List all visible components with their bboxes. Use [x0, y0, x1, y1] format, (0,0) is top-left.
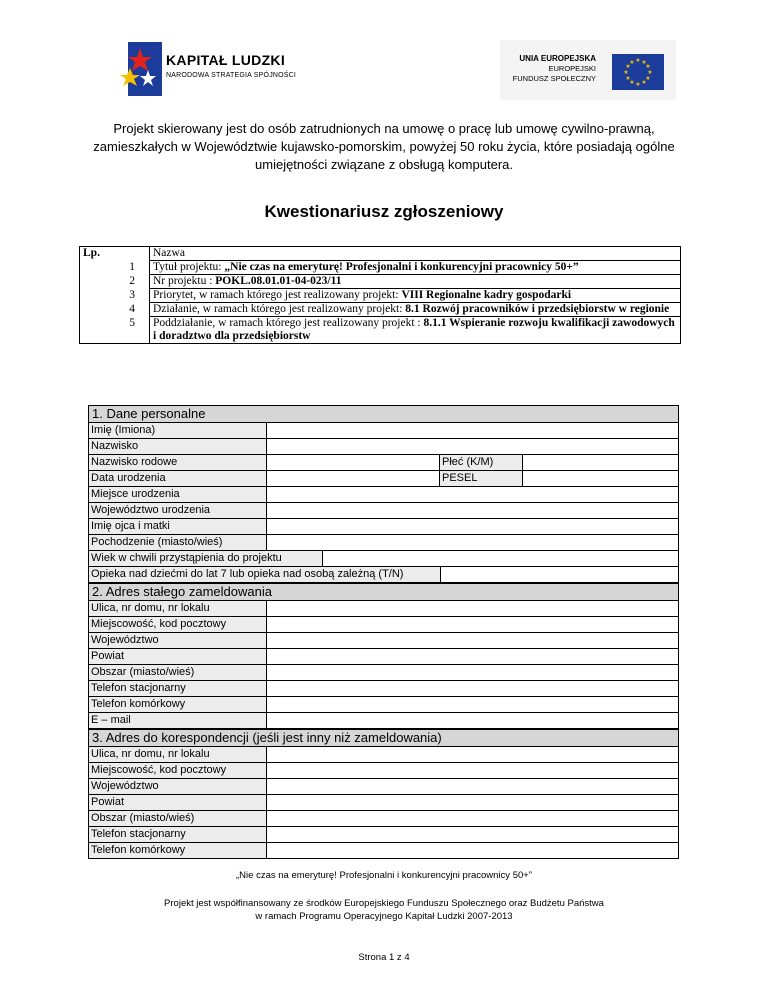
corr-street-field[interactable]	[266, 747, 679, 763]
svg-text:★: ★	[625, 75, 631, 82]
svg-text:★: ★	[635, 81, 641, 88]
area-type-field[interactable]	[266, 665, 679, 681]
form-row	[88, 519, 679, 535]
form-row	[88, 665, 679, 681]
info-row	[80, 275, 681, 289]
corr-province-field[interactable]	[266, 779, 679, 795]
kapital-ludzki-subtitle: NARODOWA STRATEGIA SPÓJNOŚCI	[166, 72, 297, 79]
info-header-name: Nazwa	[150, 247, 681, 261]
corr-mobile-field[interactable]	[266, 843, 679, 859]
form-row	[88, 827, 679, 843]
field-label: E – mail	[88, 713, 267, 729]
svg-text:★: ★	[625, 63, 631, 70]
age-field[interactable]	[322, 551, 679, 567]
form-row	[88, 681, 679, 697]
corr-area-type-field[interactable]	[266, 811, 679, 827]
section-personal-data-header: 1. Dane personalne	[88, 405, 679, 423]
street-field[interactable]	[266, 601, 679, 617]
eu-line-1: UNIA EUROPEJSKA	[519, 54, 596, 63]
info-row-value: 8.1 Rozwój pracowników i przedsiębiorstw w regionie	[405, 303, 670, 315]
info-row-label: Poddziałanie, w ramach którego jest realizowany projekt :	[153, 317, 424, 329]
parents-names-field[interactable]	[266, 519, 679, 535]
svg-text:★: ★	[647, 69, 653, 76]
form-row	[88, 503, 679, 519]
field-label: Powiat	[88, 795, 267, 811]
info-row	[80, 261, 681, 275]
form-row	[88, 601, 679, 617]
form-row	[88, 439, 679, 455]
field-label: Telefon komórkowy	[88, 843, 267, 859]
info-row-label: Działanie, w ramach którego jest realizowany projekt:	[153, 303, 406, 315]
field-label: Miejscowość, kod pocztowy	[88, 617, 267, 633]
field-label: Telefon stacjonarny	[88, 827, 267, 843]
form-row	[88, 763, 679, 779]
info-row-num: 2	[80, 275, 150, 289]
last-name-field[interactable]	[266, 439, 679, 455]
kapital-ludzki-emblem-icon	[120, 40, 164, 96]
svg-text:★: ★	[645, 75, 651, 82]
landline-field[interactable]	[266, 681, 679, 697]
kapital-ludzki-logo	[120, 40, 320, 100]
info-row-value: 8.1.1 Wspieranie rozwoju kwalifikacji zawodowych i doradztwo dla przedsiębiorstw	[153, 317, 675, 342]
origin-field[interactable]	[266, 535, 679, 551]
svg-text:★: ★	[641, 79, 647, 86]
info-row-num: 3	[80, 289, 150, 303]
svg-text:★: ★	[629, 59, 635, 66]
info-row-label: Tytuł projektu:	[153, 261, 225, 273]
birth-province-field[interactable]	[266, 503, 679, 519]
field-label: Województwo	[88, 633, 267, 649]
gender-field[interactable]	[522, 455, 679, 471]
info-header-num: Lp.	[80, 247, 150, 261]
field-label: Pochodzenie (miasto/wieś)	[88, 535, 267, 551]
field-label: Ulica, nr domu, nr lokalu	[88, 601, 267, 617]
form-row	[88, 423, 679, 439]
info-row-num: 5	[80, 317, 150, 344]
corr-city-postal-field[interactable]	[266, 763, 679, 779]
field-label: Imię ojca i matki	[88, 519, 267, 535]
city-postal-field[interactable]	[266, 617, 679, 633]
form-row	[88, 747, 679, 763]
footer-funding-line-1: Projekt jest współfinansowany ze środków Europejskiego Funduszu Społecznego oraz Budżetu Państwa	[164, 898, 604, 909]
form-row	[88, 649, 679, 665]
form-row	[88, 713, 679, 729]
form-row	[88, 697, 679, 713]
document-title: Kwestionariusz zgłoszeniowy	[264, 202, 504, 221]
intro-text: Projekt skierowany jest do osób zatrudnionych na umowę o pracę lub umowę cywilno-prawną, zamieszkałych w Województwie kujawsko-pomorskim, powyżej 50 roku życia, które posiadają ogólne umiejętności związane z obsługą komputera.	[93, 121, 675, 172]
field-label: PESEL	[440, 471, 522, 487]
application-form	[88, 405, 679, 859]
email-field[interactable]	[266, 713, 679, 729]
form-row	[88, 779, 679, 795]
footer-project-title: „Nie czas na emeryturę! Profesjonalni i konkurencyjni pracownicy 50+”	[236, 870, 532, 881]
info-row	[80, 289, 681, 303]
birth-date-field[interactable]	[266, 471, 440, 487]
form-row	[88, 455, 679, 471]
field-label: Obszar (miasto/wieś)	[88, 811, 267, 827]
svg-text:★: ★	[635, 57, 641, 64]
kapital-ludzki-title: KAPITAŁ LUDZKI	[166, 52, 286, 68]
eu-flag-icon	[612, 54, 664, 90]
corr-landline-field[interactable]	[266, 827, 679, 843]
field-label: Ulica, nr domu, nr lokalu	[88, 747, 267, 763]
province-field[interactable]	[266, 633, 679, 649]
form-row	[88, 551, 679, 567]
field-label: Telefon stacjonarny	[88, 681, 267, 697]
eu-logo	[500, 40, 676, 100]
form-row	[88, 633, 679, 649]
corr-county-field[interactable]	[266, 795, 679, 811]
project-info-table	[79, 246, 681, 344]
field-label: Nazwisko rodowe	[88, 455, 267, 471]
info-row-value: POKL.08.01.01-04-023/11	[215, 275, 342, 287]
county-field[interactable]	[266, 649, 679, 665]
form-row	[88, 811, 679, 827]
pesel-field[interactable]	[522, 471, 679, 487]
field-label: Obszar (miasto/wieś)	[88, 665, 267, 681]
section-permanent-address-header: 2. Adres stałego zameldowania	[88, 583, 679, 601]
form-row	[88, 617, 679, 633]
info-row	[80, 317, 681, 344]
field-label: Data urodzenia	[88, 471, 267, 487]
eu-line-3: FUNDUSZ SPOŁECZNY	[512, 74, 596, 83]
info-row-num: 4	[80, 303, 150, 317]
field-label: Telefon komórkowy	[88, 697, 267, 713]
svg-text:★: ★	[629, 79, 635, 86]
maiden-name-field[interactable]	[266, 455, 440, 471]
form-row	[88, 487, 679, 503]
svg-text:★: ★	[641, 59, 647, 66]
field-label: Płeć (K/M)	[440, 455, 522, 471]
info-header-row	[80, 247, 681, 261]
section-correspondence-address-header: 3. Adres do korespondencji (jeśli jest inny niż zameldowania)	[88, 729, 679, 747]
svg-text:★: ★	[623, 69, 629, 76]
form-row	[88, 535, 679, 551]
field-label: Województwo urodzenia	[88, 503, 267, 519]
field-label: Wiek w chwili przystąpienia do projektu	[88, 551, 323, 567]
field-label: Opieka nad dziećmi do lat 7 lub opieka nad osobą zależną (T/N)	[88, 567, 441, 583]
eu-line-2: EUROPEJSKI	[548, 64, 596, 73]
info-row-value: VIII Regionalne kadry gospodarki	[401, 289, 572, 301]
birth-place-field[interactable]	[266, 487, 679, 503]
field-label: Powiat	[88, 649, 267, 665]
mobile-field[interactable]	[266, 697, 679, 713]
first-name-field[interactable]	[266, 423, 679, 439]
field-label: Województwo	[88, 779, 267, 795]
form-row	[88, 471, 679, 487]
info-row-label: Priorytet, w ramach którego jest realizowany projekt:	[153, 289, 402, 301]
dependent-care-field[interactable]	[440, 567, 679, 583]
info-row-label: Nr projektu :	[153, 275, 216, 287]
field-label: Nazwisko	[88, 439, 267, 455]
form-row	[88, 843, 679, 859]
info-row	[80, 303, 681, 317]
info-row-num: 1	[80, 261, 150, 275]
footer-funding-line-2: w ramach Programu Operacyjnego Kapitał Ludzki 2007-2013	[255, 911, 513, 922]
page-number: Strona 1 z 4	[358, 952, 410, 963]
form-row	[88, 795, 679, 811]
svg-text:★: ★	[645, 63, 651, 70]
form-row	[88, 567, 679, 583]
field-label: Imię (Imiona)	[88, 423, 267, 439]
field-label: Miejsce urodzenia	[88, 487, 267, 503]
field-label: Miejscowość, kod pocztowy	[88, 763, 267, 779]
info-row-value: „Nie czas na emeryturę! Profesjonalni i konkurencyjni pracownicy 50+”	[224, 261, 579, 273]
